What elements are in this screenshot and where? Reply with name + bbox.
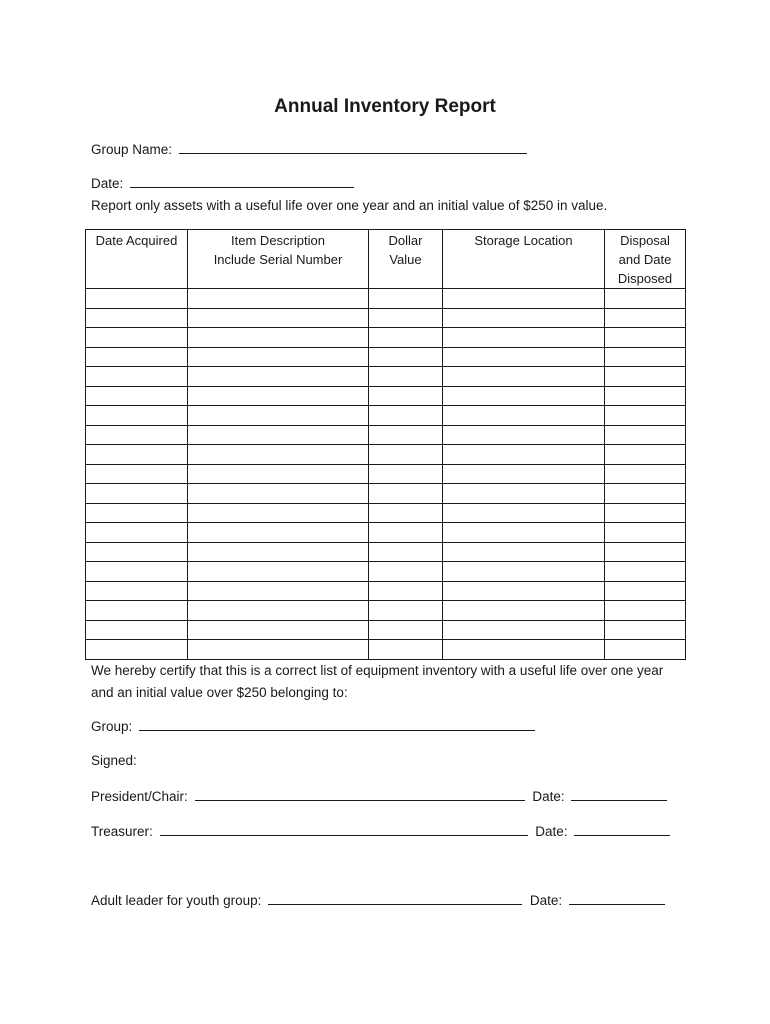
- table-cell[interactable]: [369, 425, 443, 445]
- treasurer-date-label: Date:: [535, 824, 568, 839]
- table-row: [86, 581, 686, 601]
- table-cell[interactable]: [605, 445, 686, 465]
- table-cell[interactable]: [369, 386, 443, 406]
- table-row: [86, 367, 686, 387]
- col-header-date-acquired: [86, 230, 188, 289]
- table-cell[interactable]: [605, 406, 686, 426]
- header-line: Item Description: [231, 233, 325, 248]
- table-cell[interactable]: [86, 445, 188, 465]
- table-cell[interactable]: [605, 581, 686, 601]
- table-cell[interactable]: [369, 328, 443, 348]
- table-cell[interactable]: [605, 386, 686, 406]
- table-header-row: [86, 230, 686, 289]
- table-cell[interactable]: [369, 562, 443, 582]
- table-cell[interactable]: [86, 562, 188, 582]
- table-cell[interactable]: [369, 640, 443, 660]
- table-cell[interactable]: [86, 425, 188, 445]
- table-cell[interactable]: [443, 386, 605, 406]
- col-header-item-description: [188, 230, 369, 289]
- table-cell[interactable]: [605, 484, 686, 504]
- table-cell[interactable]: [605, 620, 686, 640]
- table-cell[interactable]: [86, 640, 188, 660]
- table-cell[interactable]: [605, 503, 686, 523]
- date-label: Date:: [91, 176, 124, 191]
- table-cell[interactable]: [188, 542, 369, 562]
- adult-leader-date-label: Date:: [529, 893, 563, 908]
- table-row: [86, 562, 686, 582]
- table-row: [86, 484, 686, 504]
- table-cell[interactable]: [86, 523, 188, 543]
- table-cell[interactable]: [605, 425, 686, 445]
- table-cell[interactable]: [369, 581, 443, 601]
- table-cell[interactable]: [605, 308, 686, 328]
- table-cell[interactable]: [188, 425, 369, 445]
- table-cell[interactable]: [86, 406, 188, 426]
- table-cell[interactable]: [86, 328, 188, 348]
- table-cell[interactable]: [86, 308, 188, 328]
- table-cell[interactable]: [188, 328, 369, 348]
- table-cell[interactable]: [188, 484, 369, 504]
- group-name-field[interactable]: [179, 141, 527, 154]
- table-cell[interactable]: [443, 620, 605, 640]
- table-row: [86, 289, 686, 309]
- table-row: [86, 425, 686, 445]
- table-cell[interactable]: [86, 503, 188, 523]
- col-header-dollar-value: [369, 230, 443, 289]
- header-line: Dollar: [388, 233, 423, 248]
- table-cell[interactable]: [369, 503, 443, 523]
- group-field[interactable]: [139, 718, 535, 731]
- table-row: [86, 503, 686, 523]
- table-cell[interactable]: [86, 484, 188, 504]
- header-line: Value: [389, 252, 422, 267]
- table-cell[interactable]: [188, 289, 369, 309]
- table-cell[interactable]: [188, 406, 369, 426]
- treasurer-date-field[interactable]: [574, 823, 670, 836]
- table-cell[interactable]: [86, 386, 188, 406]
- table-cell[interactable]: [86, 542, 188, 562]
- table-cell[interactable]: [443, 367, 605, 387]
- president-date-label: Date:: [532, 789, 565, 804]
- table-row: [86, 445, 686, 465]
- table-cell[interactable]: [188, 464, 369, 484]
- table-cell[interactable]: [369, 484, 443, 504]
- table-row: [86, 601, 686, 621]
- table-cell[interactable]: [605, 523, 686, 543]
- table-cell[interactable]: [605, 464, 686, 484]
- table-row: [86, 523, 686, 543]
- table-cell[interactable]: [188, 308, 369, 328]
- treasurer-label: Treasurer:: [91, 824, 153, 839]
- header-line: Storage Location: [474, 233, 573, 248]
- col-header-storage-location: [443, 230, 605, 289]
- table-cell[interactable]: [188, 503, 369, 523]
- table-cell[interactable]: [188, 601, 369, 621]
- certification-text: We hereby certify that this is a correct list of equipment inventory with a useful life over one year and an initial value over $250 belonging to:: [91, 663, 664, 700]
- date-field[interactable]: [130, 175, 354, 188]
- table-row: [86, 308, 686, 328]
- table-cell[interactable]: [188, 347, 369, 367]
- table-cell[interactable]: [188, 620, 369, 640]
- table-cell[interactable]: [86, 347, 188, 367]
- treasurer-signature-field[interactable]: [160, 823, 528, 836]
- table-cell[interactable]: [369, 601, 443, 621]
- group-name-row: [91, 141, 527, 157]
- table-cell[interactable]: [86, 289, 188, 309]
- table-cell[interactable]: [443, 406, 605, 426]
- table-cell[interactable]: [443, 640, 605, 660]
- table-cell[interactable]: [86, 601, 188, 621]
- table-cell[interactable]: [188, 581, 369, 601]
- page-title: Annual Inventory Report: [274, 96, 496, 117]
- table-row: [86, 640, 686, 660]
- table-cell[interactable]: [605, 562, 686, 582]
- table-cell[interactable]: [369, 620, 443, 640]
- table-body: [86, 289, 686, 660]
- table-cell[interactable]: [443, 542, 605, 562]
- table-row: [86, 386, 686, 406]
- header-line: Disposal: [620, 233, 670, 248]
- table-cell[interactable]: [605, 601, 686, 621]
- table-cell[interactable]: [443, 347, 605, 367]
- adult-leader-label: Adult leader for youth group:: [91, 893, 262, 908]
- table-cell[interactable]: [188, 640, 369, 660]
- table-row: [86, 347, 686, 367]
- table-cell[interactable]: [443, 581, 605, 601]
- table-row: [86, 542, 686, 562]
- signed-label: Signed:: [91, 753, 137, 768]
- table-cell[interactable]: [86, 620, 188, 640]
- table-cell[interactable]: [188, 367, 369, 387]
- table-row: [86, 328, 686, 348]
- table-cell[interactable]: [443, 464, 605, 484]
- date-row: [91, 175, 354, 191]
- instruction-text: Report only assets with a useful life over one year and an initial value of $250 in value.: [91, 198, 608, 213]
- table-cell[interactable]: [443, 503, 605, 523]
- table-cell[interactable]: [188, 523, 369, 543]
- table-cell[interactable]: [443, 601, 605, 621]
- table-cell[interactable]: [188, 386, 369, 406]
- table-cell[interactable]: [443, 445, 605, 465]
- table-cell[interactable]: [369, 523, 443, 543]
- table-cell[interactable]: [443, 523, 605, 543]
- table-cell[interactable]: [605, 328, 686, 348]
- table-cell[interactable]: [369, 289, 443, 309]
- col-header-disposal: [605, 230, 686, 289]
- inventory-table: [85, 229, 686, 660]
- table-cell[interactable]: [188, 562, 369, 582]
- president-date-field[interactable]: [571, 788, 667, 801]
- header-line: Include Serial Number: [213, 252, 343, 267]
- table-cell[interactable]: [369, 367, 443, 387]
- table-cell[interactable]: [86, 581, 188, 601]
- table-cell[interactable]: [443, 289, 605, 309]
- header-line: and Date: [618, 252, 672, 267]
- table-cell[interactable]: [369, 542, 443, 562]
- group-label: Group:: [91, 719, 133, 734]
- header-line: Date Acquired: [95, 233, 178, 248]
- table-cell[interactable]: [188, 445, 369, 465]
- table-cell[interactable]: [369, 308, 443, 328]
- adult-leader-signature-field[interactable]: [268, 892, 522, 905]
- group-row: [91, 718, 535, 734]
- table-cell[interactable]: [86, 464, 188, 484]
- table-cell[interactable]: [443, 562, 605, 582]
- table-row: [86, 620, 686, 640]
- president-signature-field[interactable]: [195, 788, 525, 801]
- table-cell[interactable]: [369, 347, 443, 367]
- header-line: Disposed: [617, 271, 673, 286]
- table-cell[interactable]: [443, 308, 605, 328]
- table-row: [86, 464, 686, 484]
- table-cell[interactable]: [443, 328, 605, 348]
- president-row: [91, 788, 667, 804]
- treasurer-row: [91, 823, 670, 839]
- adult-leader-row: [91, 892, 665, 908]
- adult-leader-date-field[interactable]: [569, 892, 665, 905]
- table-cell[interactable]: [605, 640, 686, 660]
- table-cell[interactable]: [605, 289, 686, 309]
- table-cell[interactable]: [86, 367, 188, 387]
- table-cell[interactable]: [443, 484, 605, 504]
- table-cell[interactable]: [605, 367, 686, 387]
- table-cell[interactable]: [369, 464, 443, 484]
- table-cell[interactable]: [369, 445, 443, 465]
- group-name-label: Group Name:: [91, 142, 173, 157]
- table-cell[interactable]: [605, 347, 686, 367]
- table-row: [86, 406, 686, 426]
- table-cell[interactable]: [369, 406, 443, 426]
- president-label: President/Chair:: [91, 789, 188, 804]
- table-cell[interactable]: [443, 425, 605, 445]
- table-cell[interactable]: [605, 542, 686, 562]
